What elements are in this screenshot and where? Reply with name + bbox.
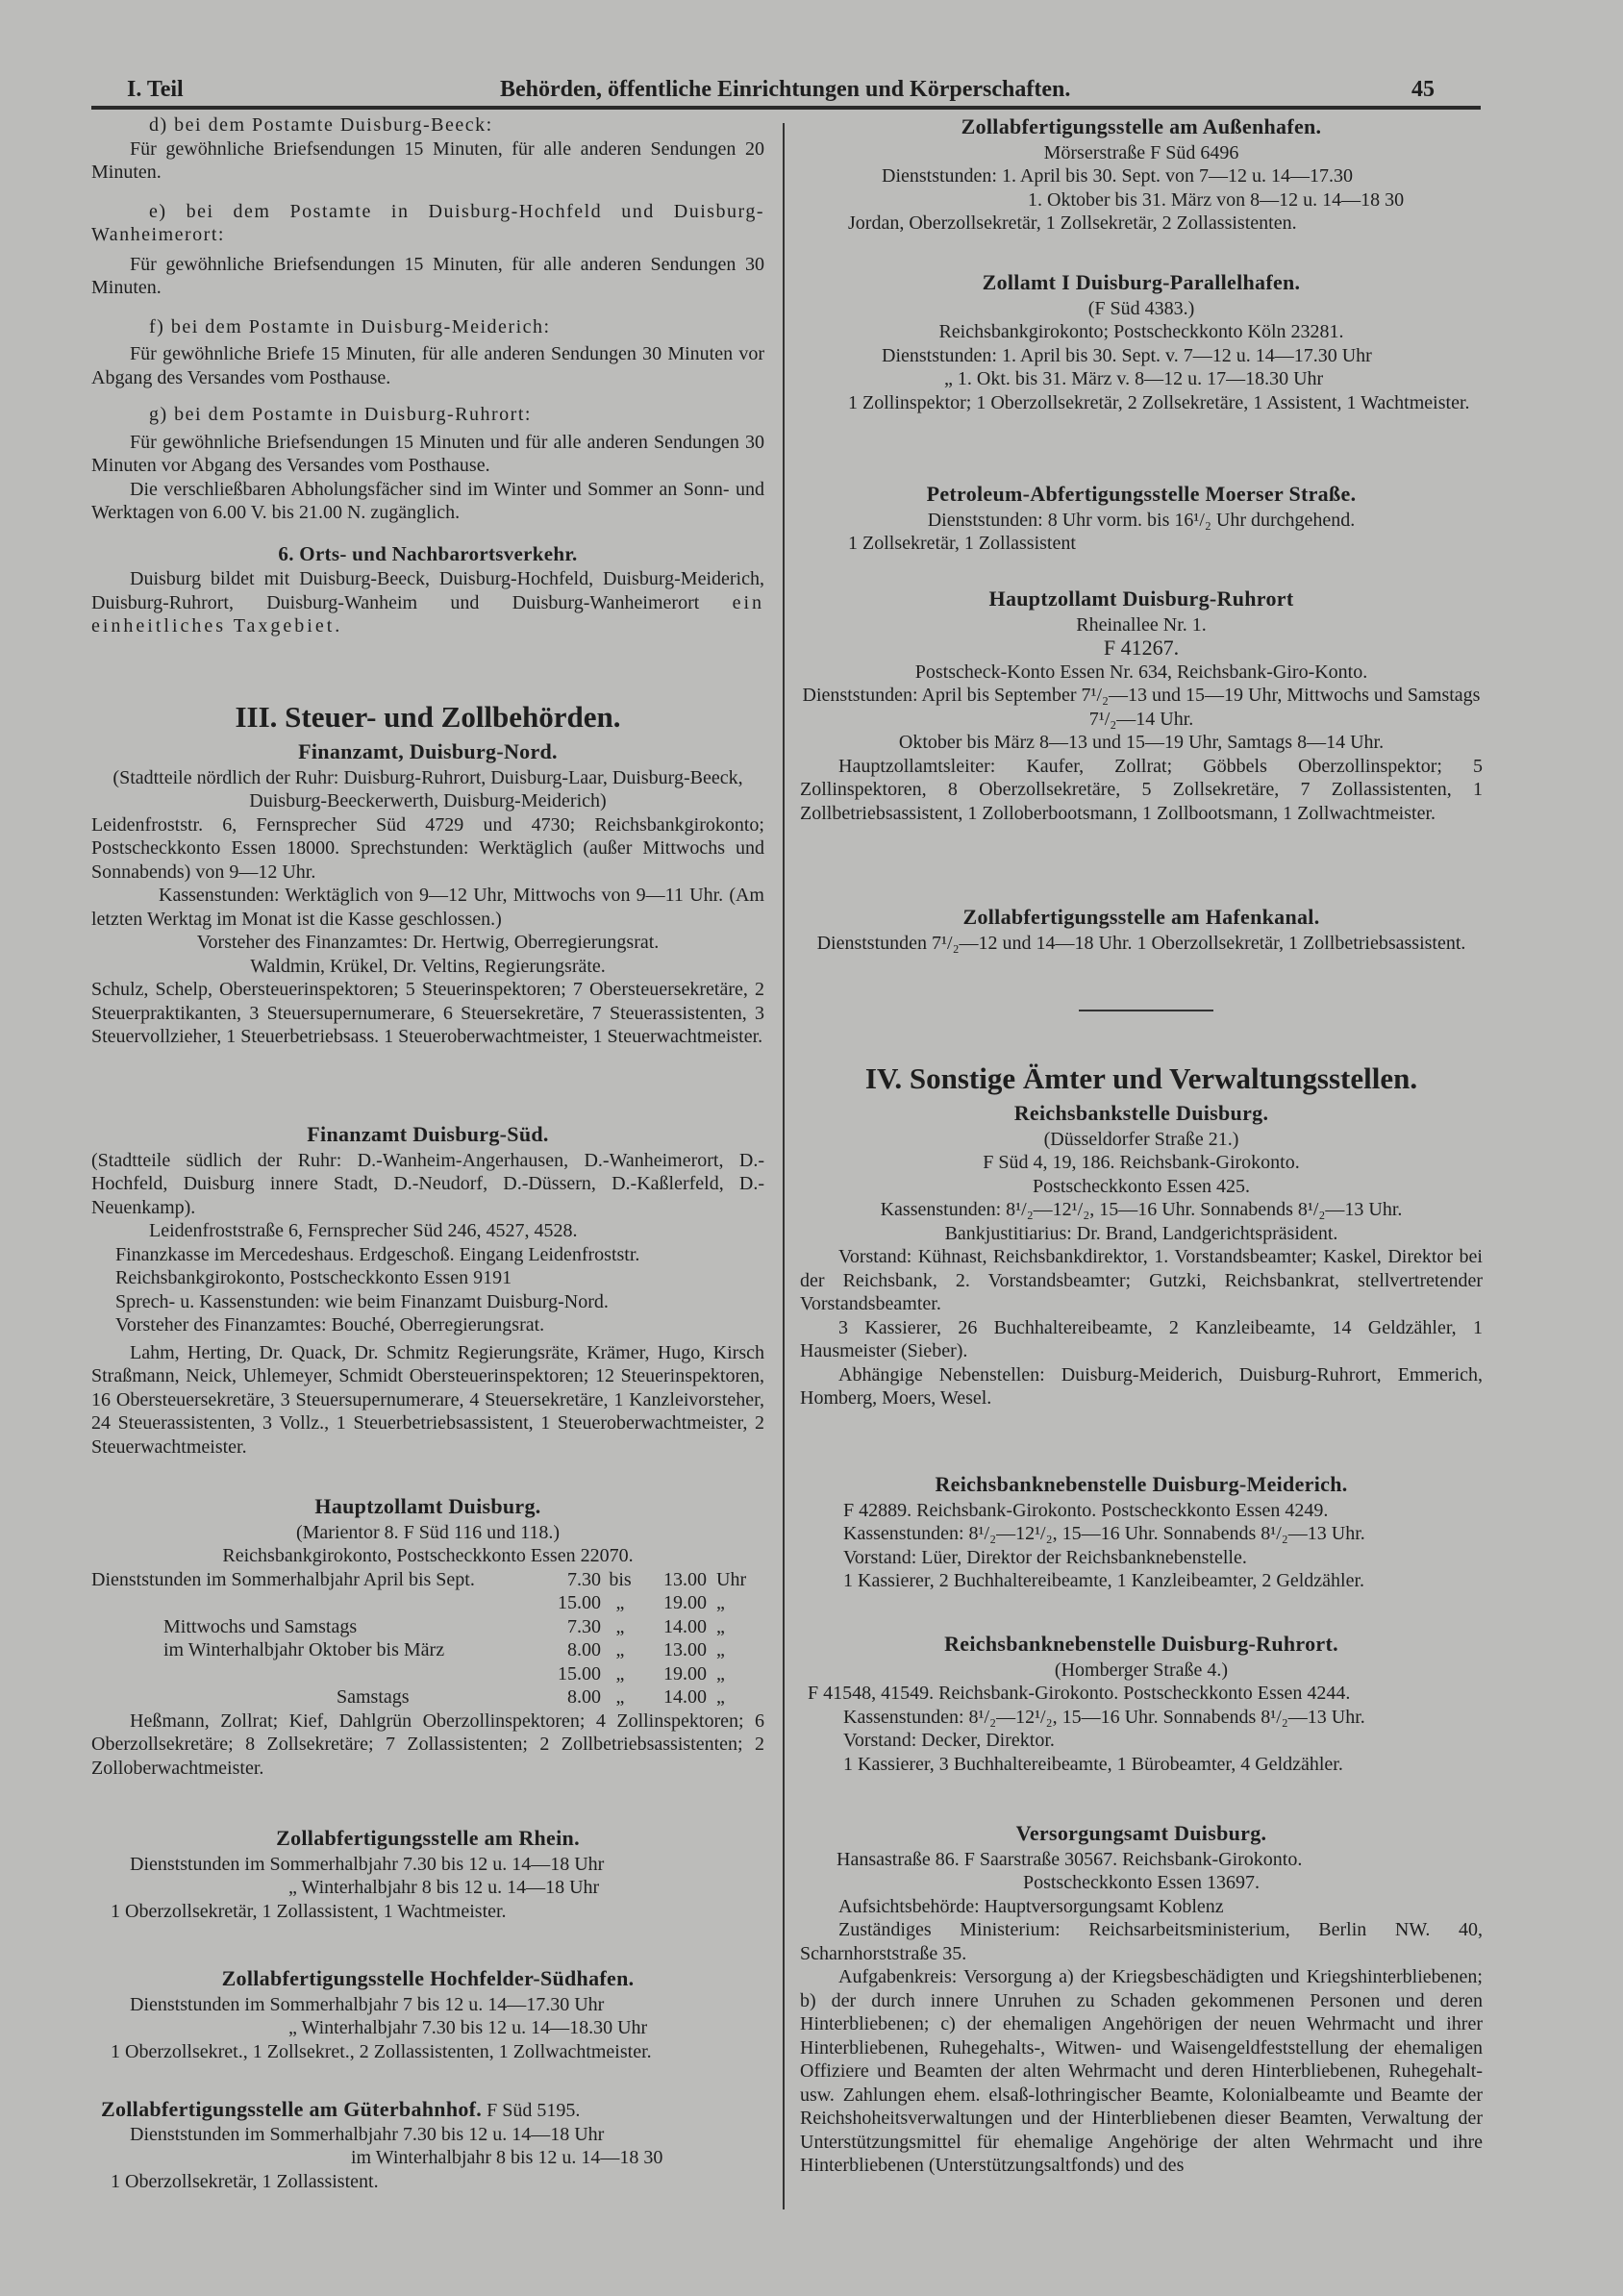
zollabfertigung-aussenhafen [800,115,1483,236]
hours-row [91,1591,764,1615]
office-heading: Zollabfertigungsstelle Hochfelder-Südhafen. [221,1966,635,1990]
subheading: e) bei dem Postamte in Duisburg-Hochfeld und Duisburg-Wanheimerort: [91,200,764,245]
line: Jordan, Oberzollsekretär, 1 Zollsekretär, 2 Zollassistenten. [848,212,1297,234]
hours-unit: „ [716,1639,725,1660]
office-heading: Reichsbankstelle Duisburg. [1013,1101,1269,1125]
finanzamt-sued [91,1123,764,1459]
office-heading: Zollabfertigungsstelle am Güterbahnhof. [101,2097,483,2121]
hours-label: Samstags [337,1686,410,1708]
office-heading: Reichsbanknebenstelle Duisburg-Meiderich. [935,1472,1348,1496]
line: Kassenstunden: 8¹/₂—12¹/₂, 15—16 Uhr. Sonnabends 8¹/₂—13 Uhr. [843,1706,1365,1728]
hours-label: im Winterhalbjahr Oktober bis März [163,1639,445,1660]
line: Kassenstunden: 8¹/₂—12¹/₂, 15—16 Uhr. Sonnabends 8¹/₂—13 Uhr. [843,1523,1365,1544]
paragraph: Schulz, Schelp, Obersteuerinspektoren; 5 Steuerinspektoren; 7 Obersteuersekretäre, 2 Steuerpraktikanten, 3 Steuersupernumerare, 6 Steuersekretäre, 7 Steuerassistenten, 3 Steuervollzieher, 1 Steuerbetriebsass. 1 Steueroberwachtmeister, 1 Steuerwachtmeister. [91,979,764,1047]
paragraph: Waldmin, Krükel, Dr. Veltins, Regierungsräte. [250,955,606,977]
phone: F 41267. [1103,636,1180,660]
paragraph: 3 Kassierer, 26 Buchhaltereibeamte, 2 Kanzleibeamte, 14 Geldzähler, 1 Hausmeister (Sieber). [800,1316,1483,1361]
office-heading: Hauptzollamt Duisburg. [314,1494,541,1518]
hours-from: 15.00 [558,1662,601,1685]
hours-to: 19.00 [663,1662,707,1685]
hours-from: 7.30 [567,1615,601,1637]
line: 1 Oberzollsekretär, 1 Zollassistent. [111,2170,379,2192]
accounts: Reichsbankgirokonto; Postscheckkonto Köln 23281. [938,321,1344,342]
accounts: Reichsbankgirokonto, Postscheckkonto Essen 22070. [222,1545,634,1566]
hours-to: 13.00 [663,1568,707,1590]
phone: F Süd 4, 19, 186. Reichsbank-Girokonto. [983,1152,1300,1173]
hours-from: 8.00 [567,1639,601,1660]
hours-unit: „ [716,1592,725,1613]
hours-unit: „ [716,1615,725,1637]
office-heading: Reichsbanknebenstelle Duisburg-Ruhrort. [944,1632,1338,1656]
paragraph: Für gewöhnliche Briefsendungen 15 Minuten, für alle anderen Sendungen 30 Minuten. [91,253,764,298]
paragraph: Vorsteher des Finanzamtes: Dr. Hertwig, Oberregierungsrat. [196,932,660,953]
line: Oktober bis März 8—13 und 15—19 Uhr, Samtags 8—14 Uhr. [898,732,1385,753]
text: Duisburg bildet mit Duisburg-Beeck, Duisburg-Hochfeld, Duisburg-Meiderich, Duisburg-Ruhrort, Duisburg-Wanheim und Duisburg-Wanheimerort [91,568,764,613]
line: Vorstand: Decker, Direktor. [843,1730,1055,1751]
office-heading: Petroleum-Abfertigungsstelle Moerser Straße. [926,482,1357,506]
postal-account: Postscheckkonto Essen 13697. [1022,1872,1261,1893]
line: Vorstand: Lüer, Direktor der Reichsbanknebenstelle. [843,1546,1247,1568]
hours-sep: bis [609,1568,632,1590]
address: (Düsseldorfer Straße 21.) [1043,1128,1239,1150]
hours-row [91,1662,764,1686]
line: Dienststunden im Sommerhalbjahr 7.30 bis 12 u. 14—18 Uhr [130,2123,605,2145]
office-heading: Zollabfertigungsstelle am Hafenkanal. [962,905,1320,929]
running-title: Behörden, öffentliche Einrichtungen und Körperschaften. [500,77,1071,102]
text-spaced: ein einheitliches Taxgebiet. [91,591,765,636]
paragraph: Dienststunden 7¹/₂—12 und 14—18 Uhr. 1 Oberzollsekretär, 1 Zollbetriebsassistent. [816,932,1466,954]
part-label: I. Teil [127,77,184,102]
justitiar: Bankjustitiarius: Dr. Brand, Landgerichtspräsident. [944,1222,1338,1244]
line: Dienststunden: April bis September 7¹/₂—13 und 15—19 Uhr, Mittwochs und Samstags 7¹/₂—14 Uhr. [802,685,1481,730]
postal-times [91,113,764,638]
line: Reichsbankgirokonto, Postscheckkonto Essen 9191 [115,1267,512,1288]
zollamt-parallelhafen [800,271,1483,414]
hours-unit: „ [716,1686,725,1708]
paragraph: Aufgabenkreis: Versorgung a) der Kriegsbeschädigten und Kriegshinterbliebenen; b) der durch innere Unruhen zu Schaden gekommenen Personen und deren Hinterbliebenen; c) der ehemaligen Angehörigen der neuen Wehrmacht und ihrer Hinterbliebenen, Ruhegehalts-, Witwen- und Waisengeldfeststellung der ehemaligen Offiziere und Beamten der alten Wehrmacht und deren Hinterbliebenen, Ruhegehalt- usw. Zahlungen ehem. elsaß-lothringischer Beamte, Kolonialbeamte und Beamte der Reichshoheitsverwaltungen und der Hinterbliebenen dieser Beamten, Verwaltung der Unterstützungsmittel für ehemalige Angehörige der alten Wehrmacht und ihre Hinterbliebenen (Unterstützungsaltfonds) und des [800,1966,1483,2176]
zollabfertigung-rhein [91,1827,764,1923]
line: Dienststunden: 8 Uhr vorm. bis 16¹/₂ Uhr durchgehend. [927,509,1356,531]
line: „ Winterhalbjahr 7.30 bis 12 u. 14—18.30 Uhr [288,2017,648,2038]
phone: F 41548, 41549. Reichsbank-Girokonto. Postscheckkonto Essen 4244. [808,1683,1351,1704]
phone: F Süd 5195. [487,2100,581,2121]
hours-to: 13.00 [663,1639,707,1660]
hauptzollamt-ruhrort [800,587,1483,825]
page-number: 45 [1411,77,1435,102]
reichsbanknebenstelle-meiderich [800,1473,1483,1593]
paragraph: Die verschließbaren Abholungsfächer sind im Winter und Sommer an Sonn- und Werktagen von 6.00 V. bis 21.00 N. zugänglich. [91,478,764,523]
office-heading: Zollabfertigungsstelle am Außenhafen. [961,114,1322,138]
paragraph: Heßmann, Zollrat; Kief, Dahlgrün Oberzollinspektoren; 4 Zollinspektoren; 6 Oberzollsekretäre; 8 Zollsekretäre; 7 Zollassistenten; 2 Zollbetriebsassistenten; 2 Zolloberwachtmeister. [91,1710,764,1779]
hours-to: 14.00 [663,1615,707,1637]
paragraph: Für gewöhnliche Briefsendungen 15 Minuten, für alle anderen Sendungen 20 Minuten. [91,137,764,183]
line: Dienststunden im Sommerhalbjahr 7.30 bis 12 u. 14—18 Uhr [130,1853,605,1875]
address: Rheinallee Nr. 1. [1076,613,1207,636]
reichsbanknebenstelle-ruhrort [800,1633,1483,1776]
hours-label [91,1591,534,1615]
line: 1 Kassierer, 3 Buchhaltereibeamte, 1 Bürobeamter, 4 Geldzähler. [843,1753,1343,1775]
hours-label [91,1662,534,1686]
paragraph: Aufsichtsbehörde: Hauptversorgungsamt Koblenz [838,1895,1224,1917]
address: (Marientor 8. F Süd 116 und 118.) [295,1521,561,1543]
section-iii [91,700,764,1049]
hours-unit: Uhr [716,1568,747,1590]
subheading: g) bei dem Postamte in Duisburg-Ruhrort: [149,404,532,425]
hours-sep: „ [615,1592,625,1613]
hours-label: Dienststunden im Sommerhalbjahr April bis Sept. [91,1568,475,1590]
office-heading: Zollamt I Duisburg-Parallelhafen. [982,270,1301,294]
line: Sprech- u. Kassenstunden: wie beim Finanzamt Duisburg-Nord. [115,1290,609,1312]
line: Finanzkasse im Mercedeshaus. Erdgeschoß. Eingang Leidenfroststr. [115,1243,640,1265]
hours-row [91,1568,764,1592]
header-rule [91,106,1481,110]
separator-rule [1079,1010,1213,1011]
line: im Winterhalbjahr 8 bis 12 u. 14—18 30 [351,2147,663,2168]
chapter-heading: IV. Sonstige Ämter und Verwaltungsstellen. [864,1061,1418,1095]
hours-table [91,1568,764,1710]
paragraph: Lahm, Herting, Dr. Quack, Dr. Schmitz Regierungsräte, Krämer, Hugo, Kirsch Straßmann, Neick, Uhlemeyer, Schmidt Obersteuerinspektoren; 12 Steuerinspektoren, 16 Obersteuersekretäre, 3 Steuersupernumerare, 4 Steuersekretäre, 1 Kanzleivorsteher, 24 Steuerassistenten, 3 Vollz., 1 Steuerbetriebsassistent, 1 Steueroberwachtmeister, 2 Steuerwachtmeister. [91,1341,764,1458]
paragraph: Leidenfroststr. 6, Fernsprecher Süd 4729 und 4730; Reichsbankgirokonto; Postscheckkonto Essen 18000. Sprechstunden: Werktäglich (außer Mittwochs und Sonnabends) von 9—12 Uhr. [91,813,764,883]
cash-hours: Kassenstunden: 8¹/₂—12¹/₂, 15—16 Uhr. Sonnabends 8¹/₂—13 Uhr. [880,1199,1403,1220]
line: Dienststunden: 1. April bis 30. Sept. v. 7—12 u. 14—17.30 Uhr [882,344,1372,366]
section-heading: 6. Orts- und Nachbarortsverkehr. [278,541,578,565]
column-divider [783,123,785,2209]
hours-row [91,1638,764,1662]
office-heading: Zollabfertigungsstelle am Rhein. [276,1826,580,1850]
paragraph: 1 Zollinspektor; 1 Oberzollsekretär, 2 Zollsekretäre, 1 Assistent, 1 Wachtmeister. [848,391,1470,413]
line: Dienststunden im Sommerhalbjahr 7 bis 12 u. 14—17.30 Uhr [130,1993,605,2015]
hours-sep: „ [615,1662,625,1685]
hours-label: Mittwochs und Samstags [163,1615,358,1637]
hours-sep: „ [615,1639,625,1660]
line: „ Winterhalbjahr 8 bis 12 u. 14—18 Uhr [288,1877,600,1898]
paragraph: (Stadtteile nördlich der Ruhr: Duisburg-Ruhrort, Duisburg-Laar, Duisburg-Beeck, Duisburg-Beeckerwerth, Duisburg-Meiderich) [112,766,743,811]
hours-sep: „ [615,1615,625,1637]
hours-row [91,1685,764,1710]
versorgungsamt [800,1822,1483,2178]
zollabfertigung-hafenkanal [800,906,1483,955]
line: 1 Kassierer, 2 Buchhaltereibeamte, 1 Kanzleibeamter, 2 Geldzähler. [843,1570,1365,1591]
hours-sep: „ [615,1686,625,1708]
hours-from: 15.00 [558,1592,601,1613]
paragraph: Zuständiges Ministerium: Reichsarbeitsministerium, Berlin NW. 40, Scharnhorststraße 35. [800,1919,1483,1964]
paragraph [91,567,764,638]
accounts: Postscheck-Konto Essen Nr. 634, Reichsbank-Giro-Konto. [914,661,1368,683]
line: Leidenfroststraße 6, Fernsprecher Süd 246, 4527, 4528. [149,1220,578,1241]
office-heading: Hauptzollamt Duisburg-Ruhrort [988,586,1294,611]
office-heading: Finanzamt, Duisburg-Nord. [298,739,558,763]
paragraph: Abhängige Nebenstellen: Duisburg-Meiderich, Duisburg-Ruhrort, Emmerich, Homberg, Moers, Wesel. [800,1363,1483,1409]
paragraph: Kassenstunden: Werktäglich von 9—12 Uhr, Mittwochs von 9—11 Uhr. (Am letzten Werktag im Monat ist die Kasse geschlossen.) [91,885,764,930]
line: 1 Oberzollsekret., 1 Zollsekret., 2 Zollassistenten, 1 Zollwachtmeister. [111,2040,652,2062]
hours-to: 14.00 [663,1686,707,1708]
line: 1 Zollsekretär, 1 Zollassistent [848,533,1076,554]
line: Dienststunden: 1. April bis 30. Sept. von 7—12 u. 14—17.30 [882,165,1353,187]
hours-unit: „ [716,1662,725,1685]
petroleum-abfertigung [800,483,1483,556]
address: Mörserstraße F Süd 6496 [1043,141,1239,163]
address: (Homberger Straße 4.) [1054,1659,1229,1681]
line: Vorsteher des Finanzamtes: Bouché, Oberregierungsrat. [115,1314,545,1335]
paragraph: (Stadtteile südlich der Ruhr: D.-Wanheim-Angerhausen, D.-Wanheimerort, D.-Hochfeld, Duisburg innere Stadt, D.-Neudorf, D.-Düssern, D.-Kaßlerfeld, D.-Neuenkamp). [91,1149,764,1218]
subheading: d) bei dem Postamte Duisburg-Beeck: [149,114,493,136]
hauptzollamt-duisburg [91,1495,764,1780]
hours-row [91,1615,764,1639]
hours-to: 19.00 [663,1592,707,1613]
zollabfertigung-gueterbahnhof [91,2098,764,2193]
postal-account: Postscheckkonto Essen 425. [1032,1175,1251,1197]
paragraph: Für gewöhnliche Briefsendungen 15 Minuten und für alle anderen Sendungen 30 Minuten vor Abgang des Versandes vom Posthause. [91,431,764,476]
paragraph: Für gewöhnliche Briefe 15 Minuten, für alle anderen Sendungen 30 Minuten vor Abgang des Versandes vom Posthause. [91,343,764,388]
zollabfertigung-hochfeld [91,1967,764,2063]
line: „ 1. Okt. bis 31. März v. 8—12 u. 17—18.30 Uhr [944,368,1324,389]
office-heading: Versorgungsamt Duisburg. [1015,1821,1267,1845]
subheading: f) bei dem Postamte in Duisburg-Meiderich: [149,315,551,337]
address: Hansastraße 86. F Saarstraße 30567. Reichsbank-Girokonto. [836,1848,1303,1870]
paragraph: Vorstand: Kühnast, Reichsbankdirektor, 1. Vorstandsbeamter; Kaskel, Direktor bei der Reichsbank, 2. Vorstandsbeamter; Gutzki, Reichsbankrat, stellvertretender Vorstandsbeamter. [800,1246,1483,1314]
hours-from: 7.30 [567,1568,601,1590]
chapter-heading: III. Steuer- und Zollbehörden. [235,700,621,734]
office-heading: Finanzamt Duisburg-Süd. [307,1122,549,1146]
line: 1 Oberzollsekretär, 1 Zollassistent, 1 Wachtmeister. [111,1900,507,1922]
paragraph: Hauptzollamtsleiter: Kaufer, Zollrat; Göbbels Oberzollinspektor; 5 Zollinspektoren, 8 Oberzollsekretäre, 5 Zollsekretäre, 7 Zollassistenten, 1 Zollbetriebsassistent, 1 Zolloberbootsmann, 1 Zollbootsmann, 1 Zollwachtmeister. [800,755,1483,824]
line: F 42889. Reichsbank-Girokonto. Postscheckkonto Essen 4249. [843,1499,1329,1521]
line: 1. Oktober bis 31. März von 8—12 u. 14—18 30 [1028,188,1405,211]
phone: (F Süd 4383.) [1087,297,1195,319]
section-iv [800,1061,1483,1410]
hours-from: 8.00 [567,1686,601,1708]
